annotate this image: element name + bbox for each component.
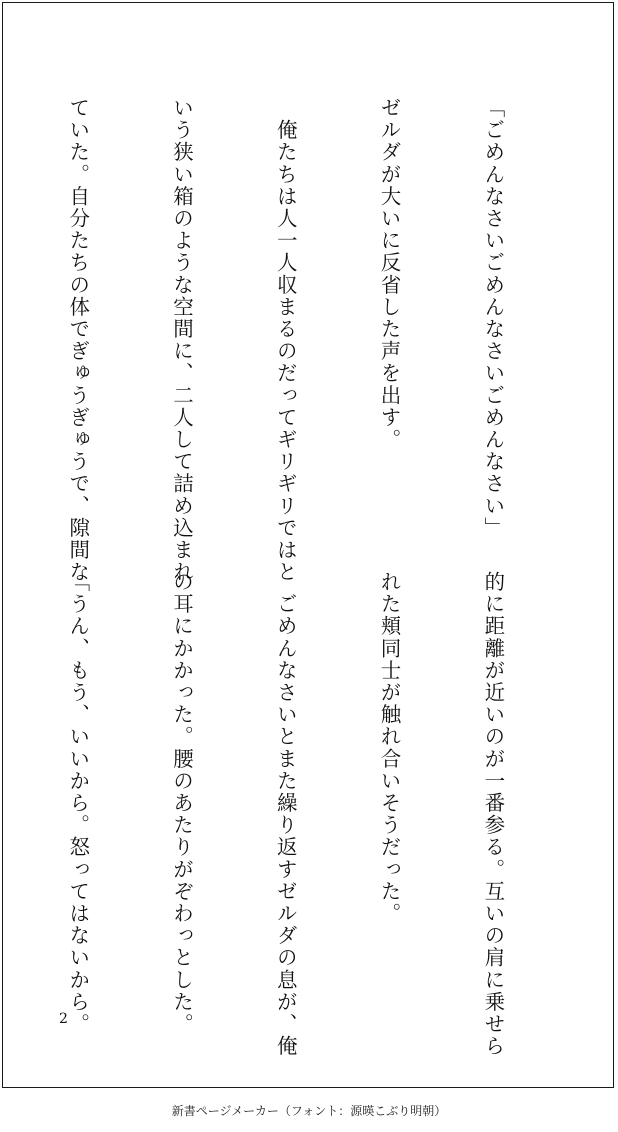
page-number: 2 xyxy=(59,1011,68,1027)
lower-text-block xyxy=(0,571,579,1058)
text-line: の耳にかかった。腰のあたりがぞわっとした。 xyxy=(169,571,194,1036)
text-line: ていた。自分たちの体でぎゅうぎゅうで、隙間な xyxy=(65,97,90,584)
page-frame xyxy=(2,2,614,1088)
text-line: 「ごめんなさいごめんなさいごめんなさい」 xyxy=(480,97,505,539)
text-line: 的に距離が近いのが一番参る。互いの肩に乗せら xyxy=(480,571,505,1058)
footer-credit: 新書ページメーカー（フォント：源暎こぶり明朝） xyxy=(171,1104,447,1118)
text-line: 俺たちは人一人収まるのだってギリギリではと xyxy=(273,97,298,584)
text-line: ごめんなさいとまた繰り返すゼルダの息が、俺 xyxy=(273,571,298,1058)
text-line: れた頬同士が触れ合いそうだった。 xyxy=(377,571,402,925)
text-line: ゼルダが大いに反省した声を出す。 xyxy=(377,97,402,451)
upper-text-block xyxy=(0,97,579,584)
text-line: 「うん、もう、いいから。怒ってはないから。 xyxy=(65,571,90,1036)
text-line: いう狭い箱のような空間に、二人して詰め込まれ xyxy=(169,97,194,584)
